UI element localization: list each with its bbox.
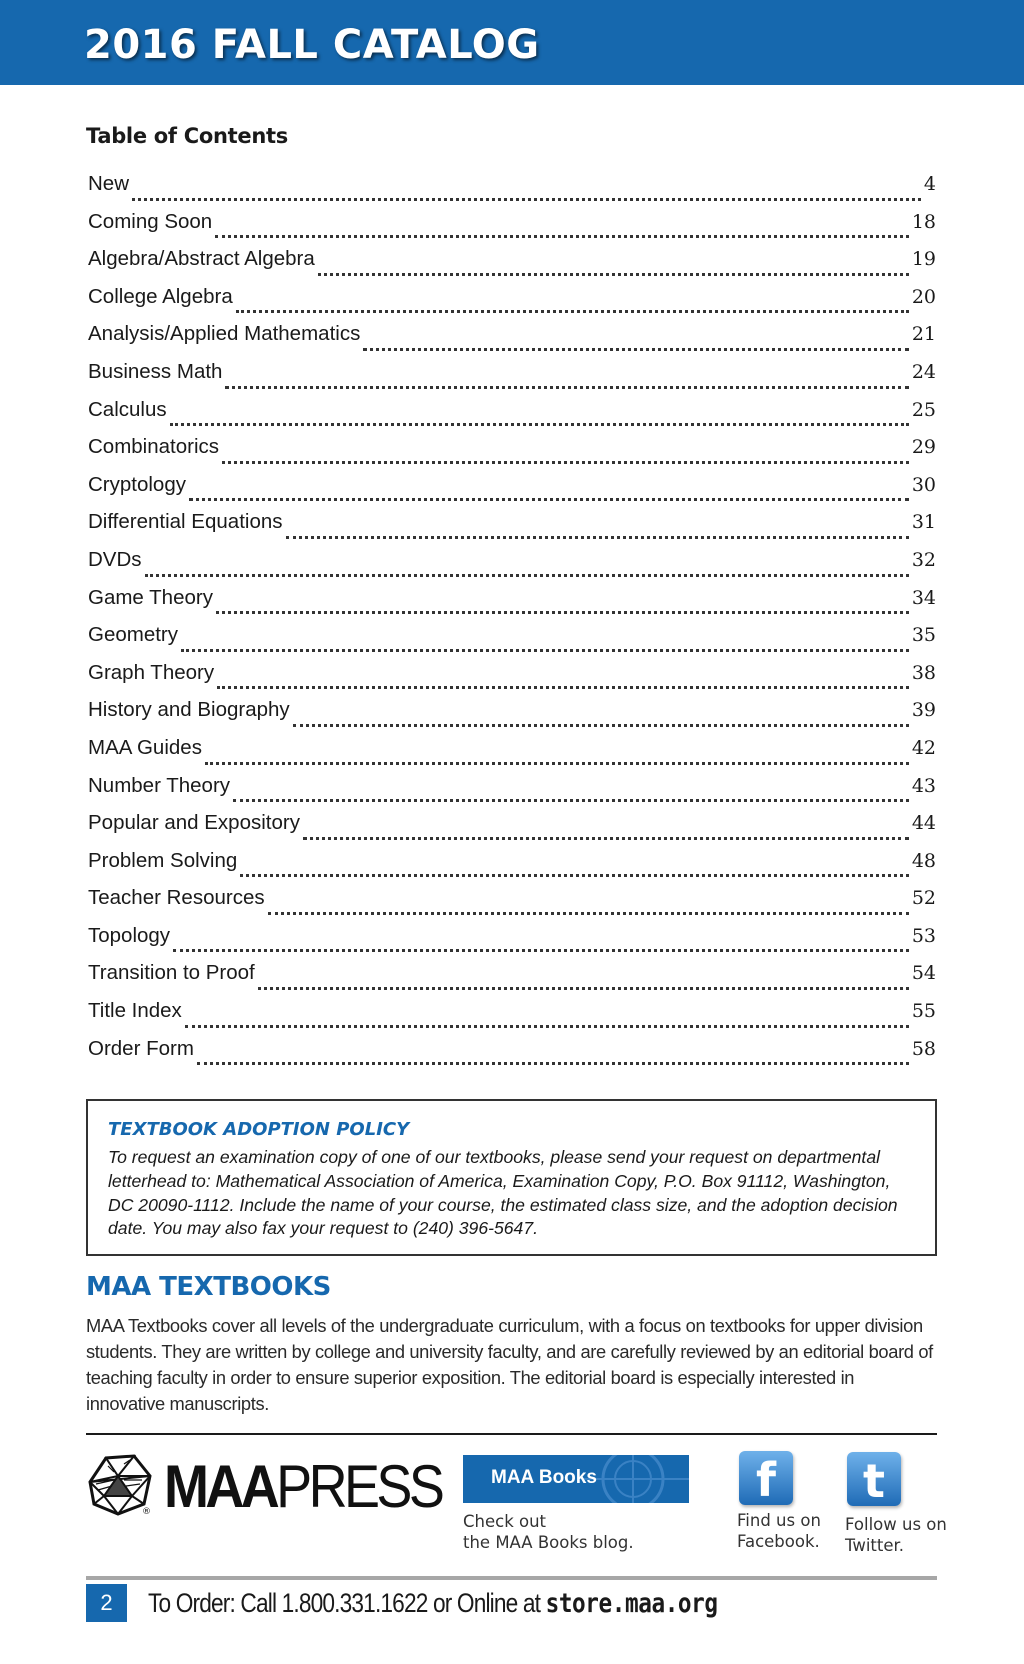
toc-entry[interactable]	[88, 398, 936, 436]
twitter-caption-line-1: Follow us on	[845, 1515, 947, 1534]
toc-entry-title: Game Theory	[88, 585, 213, 609]
toc-entry[interactable]	[88, 247, 936, 285]
toc-entry[interactable]	[88, 961, 936, 999]
toc-leader-dots	[233, 799, 909, 802]
toc-entry-title: Cryptology	[88, 472, 186, 496]
toc-leader-dots	[181, 649, 909, 652]
toc-leader-dots	[197, 1062, 909, 1065]
toc-entry[interactable]	[88, 360, 936, 398]
toc-entry-title: Order Form	[88, 1036, 194, 1060]
toc-entry-title: Geometry	[88, 623, 178, 647]
toc-heading: Table of Contents	[86, 124, 288, 148]
toc-entry-title: MAA Guides	[88, 735, 202, 759]
toc-leader-dots	[217, 686, 909, 689]
toc-entry-page: 52	[911, 887, 936, 910]
policy-box	[86, 1099, 937, 1256]
order-line	[148, 1584, 718, 1623]
toc-entry[interactable]	[88, 586, 936, 624]
toc-leader-dots	[185, 1025, 909, 1028]
toc-entry[interactable]	[88, 736, 936, 774]
twitter-caption-line-2: Twitter.	[845, 1536, 905, 1555]
toc-entry-page: 30	[911, 473, 936, 496]
facebook-caption-line-2: Facebook.	[737, 1532, 820, 1551]
toc-entry-page: 31	[911, 511, 936, 534]
toc-entry[interactable]	[88, 285, 936, 323]
toc-entry-title: Algebra/Abstract Algebra	[88, 247, 315, 271]
toc-leader-dots	[236, 310, 909, 313]
footer-bottom-rule	[86, 1576, 937, 1580]
policy-title: TEXTBOOK ADOPTION POLICY	[108, 1119, 410, 1140]
toc-entry[interactable]	[88, 322, 936, 360]
toc-entry-page: 54	[911, 962, 936, 985]
toc-entry-page: 38	[911, 661, 936, 684]
toc-leader-dots	[303, 837, 909, 840]
toc-entry-page: 19	[911, 248, 936, 271]
toc-entry-page: 55	[911, 1000, 936, 1023]
maa-polyhedron-icon	[84, 1452, 154, 1516]
toc-leader-dots	[145, 574, 909, 577]
toc-entry-page: 35	[911, 624, 936, 647]
toc-entry-page: 24	[911, 360, 936, 383]
toc-leader-dots	[286, 536, 909, 539]
toc-entry-title: Title Index	[88, 999, 182, 1023]
toc-entry-title: Coming Soon	[88, 209, 213, 233]
facebook-icon[interactable]: f	[739, 1451, 793, 1505]
blog-banner-label: MAA Books	[491, 1467, 597, 1488]
toc-leader-dots	[293, 724, 909, 727]
toc-leader-dots	[225, 386, 908, 389]
toc-leader-dots	[189, 498, 909, 501]
store-link[interactable]: store.maa.org	[545, 1588, 718, 1619]
catalog-title: 2016 FALL CATALOG	[84, 22, 540, 68]
textbooks-text: MAA Textbooks cover all levels of the undergraduate curriculum, with a focus on textbooks for upper division students. They are written by college and university faculty, and are carefully reviewed by an editorial board of teaching faculty in order to ensure superior exposition. The editorial board is especially interested in innovative manuscripts.	[86, 1315, 933, 1414]
facebook-caption-line-1: Find us on	[737, 1511, 821, 1530]
facebook-caption	[737, 1510, 821, 1552]
toc-entry[interactable]	[88, 811, 936, 849]
toc-entry[interactable]	[88, 210, 936, 248]
toc-entry-page: 48	[911, 849, 936, 872]
order-text: To Order: Call 1.800.331.1622 or Online at	[148, 1588, 546, 1618]
toc-entry-title: New	[88, 172, 130, 195]
toc-leader-dots	[205, 762, 909, 765]
toc-leader-dots	[173, 949, 909, 952]
header-banner	[0, 0, 1024, 85]
toc-leader-dots	[318, 273, 909, 276]
toc-leader-dots	[132, 198, 921, 201]
toc-entry-title: Calculus	[88, 397, 167, 421]
toc-entry-page: 18	[911, 210, 936, 233]
toc-leader-dots	[216, 611, 909, 614]
toc-leader-dots	[215, 235, 909, 238]
toc-leader-dots	[170, 423, 909, 426]
footer-top-rule	[86, 1433, 937, 1435]
blog-caption-line-1: Check out	[463, 1512, 547, 1531]
toc-entry[interactable]	[88, 661, 936, 699]
toc-entry[interactable]	[88, 172, 936, 210]
toc-entry-title: Graph Theory	[88, 660, 215, 684]
toc-entry-title: DVDs	[88, 547, 142, 571]
toc-entry[interactable]	[88, 999, 936, 1037]
logo-press-text: PRESS	[276, 1453, 442, 1520]
toc-entry-title: Analysis/Applied Mathematics	[88, 322, 361, 346]
toc-entry-page: 20	[911, 285, 936, 308]
toc-leader-dots	[363, 348, 908, 351]
toc-entry[interactable]	[88, 548, 936, 586]
toc-entry[interactable]	[88, 473, 936, 511]
toc-entry-page: 39	[911, 699, 936, 722]
toc-leader-dots	[222, 461, 909, 464]
toc-entry-page: 25	[911, 398, 936, 421]
toc-entry[interactable]	[88, 886, 936, 924]
toc-entry-page: 32	[911, 548, 936, 571]
registered-mark: ®	[142, 1507, 151, 1516]
maa-press-wordmark[interactable]	[164, 1452, 441, 1522]
toc-entry[interactable]	[88, 698, 936, 736]
toc-entry-page: 34	[911, 586, 936, 609]
toc-entry-page: 42	[911, 736, 936, 759]
toc-leader-dots	[258, 987, 909, 990]
toc-entry[interactable]	[88, 510, 936, 548]
toc-entry-page: 43	[911, 774, 936, 797]
toc-entry-page: 53	[911, 924, 936, 947]
toc-entry-title: Differential Equations	[88, 510, 283, 534]
toc-entry-page: 44	[911, 812, 936, 835]
toc-entry[interactable]	[88, 623, 936, 661]
twitter-icon[interactable]: t	[847, 1452, 901, 1506]
toc-entry-title: Teacher Resources	[88, 886, 265, 910]
toc-entry-title: History and Biography	[88, 698, 290, 722]
toc-entry[interactable]	[88, 1037, 936, 1075]
toc-entry-title: Problem Solving	[88, 848, 238, 872]
toc-entry[interactable]	[88, 849, 936, 887]
toc-entry-title: Topology	[88, 923, 171, 947]
toc-entry-page: 29	[911, 436, 936, 459]
toc-entry-page: 58	[911, 1037, 936, 1060]
blog-caption	[463, 1511, 634, 1553]
policy-text: To request an examination copy of one of our textbooks, please send your request on departmental letterhead to: Mathematical Association of America, Examination Copy, P.O. Box 91112, Washington, DC 20090-1112. Include the name of your course, the estimated class size, and the adoption decision date. You may also fax your request to (240) 396-5647.	[108, 1147, 898, 1239]
twitter-caption	[845, 1514, 947, 1556]
toc-entry-title: Combinatorics	[88, 435, 220, 459]
toc-entry-title: Number Theory	[88, 773, 231, 797]
toc-entry[interactable]	[88, 774, 936, 812]
toc-entry-page: 21	[911, 323, 936, 346]
maa-books-blog-button[interactable]	[463, 1455, 689, 1503]
logo-maa-text: MAA	[164, 1453, 277, 1520]
toc-leader-dots	[240, 874, 909, 877]
toc-entry[interactable]	[88, 924, 936, 962]
toc-entry-page: 4	[923, 173, 936, 195]
textbooks-heading: MAA TEXTBOOKS	[86, 1272, 331, 1302]
toc-leader-dots	[268, 912, 909, 915]
page-number: 2	[86, 1584, 127, 1622]
toc-entry-title: Popular and Expository	[88, 811, 300, 835]
toc-entry-title: Transition to Proof	[88, 961, 255, 985]
toc-entry[interactable]	[88, 435, 936, 473]
toc-entry-title: College Algebra	[88, 284, 233, 308]
toc-entry-title: Business Math	[88, 359, 223, 383]
blog-caption-line-2: the MAA Books blog.	[463, 1533, 634, 1552]
toc-list	[88, 172, 936, 1074]
